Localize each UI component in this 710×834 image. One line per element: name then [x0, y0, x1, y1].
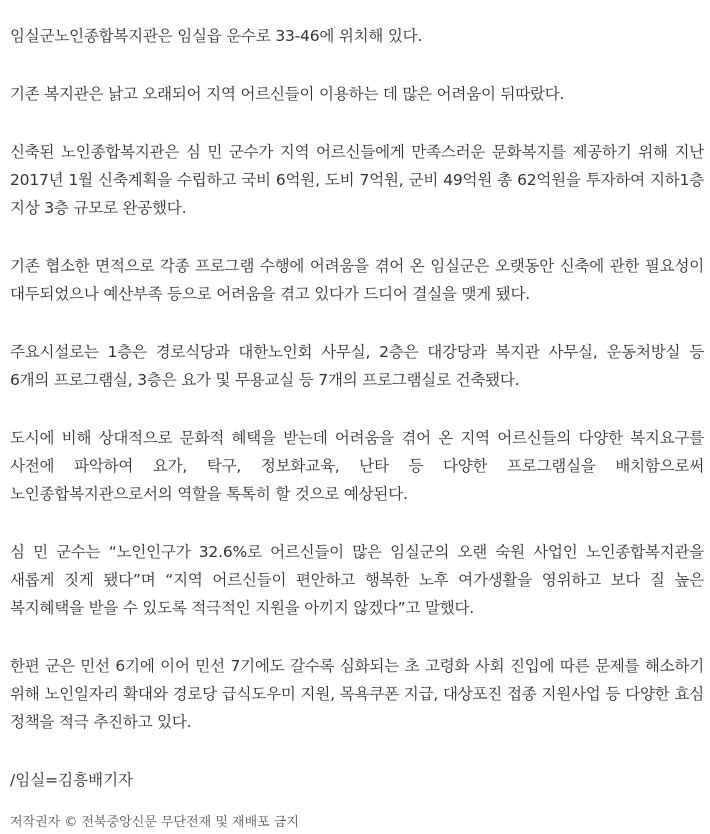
article-paragraph: 신축된 노인종합복지관은 심 민 군수가 지역 어르신들에게 만족스러운 문화복지를 제공하기 위해 지난 2017년 1월 신축계획을 수립하고 국비 6억원, 도비 7억원, 군비 49억원 총 62억원을 투자하여 지하1층 지상 3층 규모로 완공했다.: [10, 143, 704, 217]
article-paragraph: 한편 군은 민선 6기에 이어 민선 7기에도 갈수록 심화되는 초 고령화 사회 진입에 따른 문제를 해소하기 위해 노인일자리 확대와 경로당 급식도우미 지원, 목욕쿠폰 지급, 대상포진 접종 지원사업 등 다양한 효심 정책을 적극 추진하고 있다.: [10, 657, 704, 731]
article-paragraph: 심 민 군수는 “노인인구가 32.6%로 어르신들이 많은 임실군의 오랜 숙원 사업인 노인종합복지관을 새롭게 짓게 됐다”며 “지역 어르신들이 편안하고 행복한 노후 여가생활을 영위하고 보다 질 높은 복지혜택을 받을 수 있도록 적극적인 지원을 아끼지 않겠다”고 말했다.: [10, 543, 704, 617]
reporter-byline: /임실=김흥배기자: [10, 771, 134, 789]
article-paragraph: 기존 협소한 면적으로 각종 프로그램 수행에 어려움을 겪어 온 임실군은 오랫동안 신축에 관한 필요성이 대두되었으나 예산부족 등으로 어려움을 겪고 있다가 드디어 결실을 맺게 됐다.: [10, 257, 704, 303]
copyright-notice: 저작권자 © 전북중앙신문 무단전재 및 재배포 금지: [10, 815, 299, 830]
article-paragraph: 주요시설로는 1층은 경로식당과 대한노인회 사무실, 2층은 대강당과 복지관 사무실, 운동처방실 등 6개의 프로그램실, 3층은 요가 및 무용교실 등 7개의 프로그램실로 건축됐다.: [10, 343, 704, 389]
article-paragraph: 기존 복지관은 낡고 오래되어 지역 어르신들이 이용하는 데 많은 어려움이 뒤따랐다.: [10, 85, 565, 103]
article-paragraph: 임실군노인종합복지관은 임실읍 운수로 33-46에 위치해 있다.: [10, 27, 423, 45]
article-paragraph: 도시에 비해 상대적으로 문화적 혜택을 받는데 어려움을 겪어 온 지역 어르신들의 다양한 복지요구를 사전에 파악하여 요가, 탁구, 정보화교육, 난타 등 다양한 프로그램실을 배치함으로써 노인종합복지관으로서의 역할을 톡톡히 할 것으로 예상된다.: [10, 429, 704, 503]
